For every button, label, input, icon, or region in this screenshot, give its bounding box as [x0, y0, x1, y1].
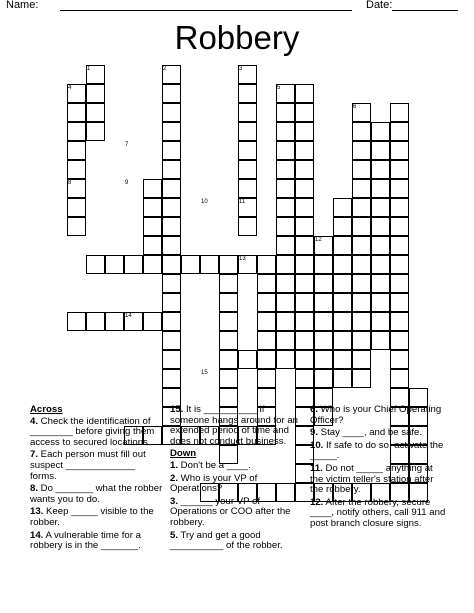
- clue-text: Who is your VP of Operations?: [170, 472, 258, 495]
- crossword-cell[interactable]: [162, 217, 181, 236]
- crossword-cell[interactable]: [143, 217, 162, 236]
- crossword-cell[interactable]: [390, 312, 409, 331]
- clue-text: ______ your VP of Operations or COO after the robbery.: [170, 495, 291, 528]
- crossword-cell[interactable]: [86, 103, 105, 122]
- clue-item: [170, 497, 304, 529]
- clue-number-label: 12.: [310, 496, 324, 508]
- crossword-cell[interactable]: [257, 312, 276, 331]
- crossword-cell[interactable]: [276, 255, 295, 274]
- crossword-cell[interactable]: [86, 312, 105, 331]
- crossword-cell[interactable]: [390, 217, 409, 236]
- crossword-cell[interactable]: [333, 198, 352, 217]
- crossword-cell[interactable]: [143, 236, 162, 255]
- crossword-cell[interactable]: [162, 350, 181, 369]
- crossword-cell[interactable]: [67, 141, 86, 160]
- clues-column-3: [310, 405, 446, 532]
- crossword-cell[interactable]: [67, 217, 86, 236]
- clue-number-label: 11.: [310, 462, 323, 474]
- clue-item: [310, 464, 446, 496]
- crossword-cell[interactable]: [257, 255, 276, 274]
- crossword-cell[interactable]: [371, 198, 390, 217]
- crossword-cell[interactable]: [314, 369, 333, 388]
- name-label: Name:: [6, 0, 39, 11]
- crossword-cell[interactable]: [333, 293, 352, 312]
- crossword-cell[interactable]: [333, 350, 352, 369]
- clue-text: Do _______ what the robber wants you to do.: [30, 483, 163, 505]
- crossword-cell[interactable]: [219, 255, 238, 274]
- date-label: Date:: [366, 0, 393, 11]
- crossword-cell[interactable]: [371, 217, 390, 236]
- clue-item: [170, 531, 304, 552]
- crossword-cell[interactable]: [352, 350, 371, 369]
- crossword-cell[interactable]: [390, 293, 409, 312]
- crossword-cell[interactable]: [295, 274, 314, 293]
- crossword-cell[interactable]: [390, 103, 409, 122]
- crossword-cell[interactable]: [390, 236, 409, 255]
- crossword-cell[interactable]: [352, 369, 371, 388]
- crossword-cell[interactable]: [105, 255, 124, 274]
- crossword-cell[interactable]: [352, 179, 371, 198]
- crossword-cell[interactable]: [162, 293, 181, 312]
- crossword-cell[interactable]: [314, 255, 333, 274]
- clues-column-1: [30, 405, 164, 554]
- clue-number-label: 6.: [310, 404, 319, 415]
- crossword-cell[interactable]: [295, 217, 314, 236]
- clue-text: Stay ____, and be safe.: [318, 427, 423, 439]
- crossword-cell[interactable]: [333, 369, 352, 388]
- clue-item: [310, 441, 446, 462]
- clue-text: Don't be a ____.: [178, 459, 251, 471]
- crossword-cell[interactable]: [314, 350, 333, 369]
- crossword-cell[interactable]: [371, 122, 390, 141]
- clue-number-label: 13.: [30, 506, 44, 518]
- crossword-cell[interactable]: [181, 255, 200, 274]
- clue-number: 12: [315, 237, 322, 243]
- crossword-cell[interactable]: [219, 274, 238, 293]
- crossword-cell[interactable]: [257, 369, 276, 388]
- crossword-cell[interactable]: [371, 160, 390, 179]
- crossword-cell[interactable]: [390, 331, 409, 350]
- crossword-cell[interactable]: [333, 274, 352, 293]
- clue-number: 1: [87, 66, 91, 72]
- crossword-cell[interactable]: [352, 141, 371, 160]
- clue-number-label: 9.: [310, 427, 319, 439]
- crossword-cell[interactable]: [333, 312, 352, 331]
- crossword-cell[interactable]: [352, 198, 371, 217]
- clue-number-label: 10.: [310, 439, 324, 451]
- crossword-cell[interactable]: [162, 369, 181, 388]
- crossword-cell[interactable]: [257, 274, 276, 293]
- crossword-cell[interactable]: [219, 369, 238, 388]
- clue-number: 10: [201, 199, 208, 205]
- clue-number: 13: [239, 256, 246, 262]
- crossword-cell[interactable]: [390, 255, 409, 274]
- crossword-cell[interactable]: [295, 293, 314, 312]
- crossword-cell[interactable]: [352, 122, 371, 141]
- crossword-cell[interactable]: [276, 160, 295, 179]
- clue-number-label: 7.: [30, 449, 39, 461]
- crossword-cell[interactable]: [295, 103, 314, 122]
- crossword-cell[interactable]: [314, 274, 333, 293]
- crossword-cell[interactable]: [257, 293, 276, 312]
- puzzle-title: Robbery: [174, 19, 300, 56]
- crossword-cell[interactable]: [86, 255, 105, 274]
- crossword-cell[interactable]: [162, 331, 181, 350]
- crossword-cell[interactable]: [124, 255, 143, 274]
- crossword-cell[interactable]: [219, 312, 238, 331]
- clue-text: Try and get a good __________ of the robber.: [170, 529, 283, 552]
- clue-number: 4: [68, 85, 72, 91]
- clue-text: Do not _____ anything at the victim teller's station after the robbery.: [310, 462, 434, 496]
- clue-text: After the robbery, secure ____, notify others, call 911 and post branch closure signs.: [310, 496, 446, 529]
- crossword-cell[interactable]: [371, 312, 390, 331]
- crossword-cell[interactable]: [238, 122, 257, 141]
- crossword-cell[interactable]: [390, 350, 409, 369]
- clue-number-label: 3.: [170, 495, 179, 507]
- crossword-cell[interactable]: [219, 331, 238, 350]
- crossword-cell[interactable]: [143, 179, 162, 198]
- down-clue-list-cont: [310, 405, 446, 530]
- crossword-cell[interactable]: [352, 236, 371, 255]
- crossword-cell[interactable]: [352, 274, 371, 293]
- crossword-cell[interactable]: [352, 255, 371, 274]
- crossword-cell[interactable]: [276, 179, 295, 198]
- clue-item: [30, 531, 164, 552]
- clue-number-label: 2.: [170, 472, 179, 484]
- clue-number-label: 5.: [170, 529, 179, 541]
- clue-number: 8: [68, 180, 72, 186]
- crossword-cell[interactable]: [162, 236, 181, 255]
- crossword-cell[interactable]: [67, 103, 86, 122]
- crossword-cell[interactable]: [314, 312, 333, 331]
- crossword-cell[interactable]: [162, 122, 181, 141]
- clue-number: 9: [125, 180, 129, 186]
- clue-text: Keep _____ visible to the robber.: [30, 506, 154, 528]
- crossword-cell[interactable]: [276, 331, 295, 350]
- crossword-cell[interactable]: [295, 179, 314, 198]
- crossword-cell[interactable]: [333, 255, 352, 274]
- clue-item: [30, 507, 164, 528]
- crossword-cell[interactable]: [276, 198, 295, 217]
- crossword-cell[interactable]: [295, 236, 314, 255]
- clue-item: [170, 405, 304, 447]
- crossword-cell[interactable]: [219, 293, 238, 312]
- crossword-cell[interactable]: [105, 312, 124, 331]
- crossword-cell[interactable]: [162, 274, 181, 293]
- clue-text: Check the identification of ________ before giving them access to secured locations.: [30, 415, 155, 448]
- crossword-cell[interactable]: [143, 312, 162, 331]
- crossword-cell[interactable]: [162, 179, 181, 198]
- crossword-cell[interactable]: [86, 84, 105, 103]
- clue-item: [30, 484, 164, 505]
- clue-number-label: 15.: [170, 404, 184, 415]
- crossword-cell[interactable]: [371, 293, 390, 312]
- crossword-cell[interactable]: [352, 331, 371, 350]
- crossword-cell[interactable]: [352, 312, 371, 331]
- crossword-cell[interactable]: [276, 312, 295, 331]
- crossword-cell[interactable]: [352, 293, 371, 312]
- clue-number: 6: [353, 104, 357, 110]
- clue-number: 3: [239, 66, 243, 72]
- crossword-cell[interactable]: [295, 122, 314, 141]
- crossword-cell[interactable]: [276, 141, 295, 160]
- crossword-cell[interactable]: [371, 274, 390, 293]
- crossword-cell[interactable]: [295, 160, 314, 179]
- crossword-cell[interactable]: [238, 350, 257, 369]
- clue-item: [170, 461, 304, 472]
- crossword-cell[interactable]: [390, 122, 409, 141]
- clue-text: If safe to do so, activate the _____.: [310, 439, 444, 462]
- crossword-cell[interactable]: [390, 369, 409, 388]
- crossword-cell[interactable]: [390, 274, 409, 293]
- clue-item: [310, 405, 446, 426]
- crossword-cell[interactable]: [276, 103, 295, 122]
- clue-number: 14: [125, 313, 132, 319]
- crossword-cell[interactable]: [238, 160, 257, 179]
- clue-number-label: 14.: [30, 529, 44, 541]
- crossword-cell[interactable]: [257, 331, 276, 350]
- crossword-cell[interactable]: [314, 293, 333, 312]
- clue-item: [310, 428, 446, 439]
- crossword-cell[interactable]: [162, 312, 181, 331]
- crossword-cell[interactable]: [295, 369, 314, 388]
- crossword-cell[interactable]: [143, 255, 162, 274]
- across-heading: Across: [30, 404, 63, 415]
- crossword-cell[interactable]: [276, 293, 295, 312]
- clue-number: 11: [239, 199, 246, 205]
- clue-item: [310, 498, 446, 530]
- clue-number: 15: [201, 370, 208, 376]
- crossword-cell[interactable]: [371, 179, 390, 198]
- crossword-cell[interactable]: [162, 84, 181, 103]
- crossword-cell[interactable]: [238, 141, 257, 160]
- crossword-cell[interactable]: [333, 217, 352, 236]
- down-clue-list: [170, 461, 304, 552]
- clue-number: 5: [277, 85, 281, 91]
- crossword-cell[interactable]: [390, 160, 409, 179]
- crossword-cell[interactable]: [238, 179, 257, 198]
- down-heading: Down: [170, 448, 197, 460]
- clue-text: Who is your Chief Operating Officer?: [310, 404, 442, 426]
- crossword-cell[interactable]: [67, 122, 86, 141]
- clue-number: 7: [125, 142, 129, 148]
- crossword-cell[interactable]: [67, 160, 86, 179]
- crossword-cell[interactable]: [162, 255, 181, 274]
- crossword-cell[interactable]: [371, 255, 390, 274]
- crossword-cell[interactable]: [333, 236, 352, 255]
- clue-text: Each person must fill out suspect _____________ forms.: [30, 449, 146, 482]
- clues-column-2: [170, 405, 304, 554]
- clue-text: It is __________ if someone hangs around for an extended period of time and does not conduct business.: [170, 404, 299, 447]
- crossword-cell[interactable]: [238, 103, 257, 122]
- crossword-cell[interactable]: [162, 198, 181, 217]
- crossword-cell[interactable]: [295, 350, 314, 369]
- crossword-cell[interactable]: [295, 141, 314, 160]
- crossword-cell[interactable]: [295, 312, 314, 331]
- clues-section: [0, 405, 474, 605]
- crossword-cell[interactable]: [390, 141, 409, 160]
- crossword-cell[interactable]: [295, 198, 314, 217]
- crossword-cell[interactable]: [162, 160, 181, 179]
- clue-text: A vulnerable time for a robbery is in the _______.: [30, 529, 141, 552]
- crossword-cell[interactable]: [276, 236, 295, 255]
- crossword-cell[interactable]: [238, 84, 257, 103]
- crossword-cell[interactable]: [67, 312, 86, 331]
- clue-item: [170, 474, 304, 495]
- crossword-cell[interactable]: [276, 274, 295, 293]
- crossword-cell[interactable]: [390, 179, 409, 198]
- crossword-cell[interactable]: [295, 255, 314, 274]
- clue-item: [30, 417, 164, 449]
- crossword-cell[interactable]: [276, 122, 295, 141]
- crossword-cell[interactable]: [352, 217, 371, 236]
- across-clue-list-cont: [170, 405, 304, 447]
- crossword-cell[interactable]: [257, 350, 276, 369]
- crossword-cell[interactable]: [162, 103, 181, 122]
- crossword-cell[interactable]: [371, 236, 390, 255]
- crossword-cell[interactable]: [238, 217, 257, 236]
- crossword-cell[interactable]: [314, 331, 333, 350]
- crossword-cell[interactable]: [390, 198, 409, 217]
- crossword-cell[interactable]: [371, 331, 390, 350]
- crossword-cell[interactable]: [352, 160, 371, 179]
- across-clue-list: [30, 417, 164, 552]
- crossword-cell[interactable]: [276, 217, 295, 236]
- clue-item: [30, 450, 164, 482]
- crossword-cell[interactable]: [219, 350, 238, 369]
- clue-number-label: 1.: [170, 459, 179, 471]
- crossword-cell[interactable]: [276, 350, 295, 369]
- clue-number-label: 4.: [30, 415, 39, 427]
- crossword-cell[interactable]: [162, 141, 181, 160]
- crossword-cell[interactable]: [371, 141, 390, 160]
- crossword-cell[interactable]: [67, 198, 86, 217]
- crossword-cell[interactable]: [86, 122, 105, 141]
- clue-number: 2: [163, 66, 167, 72]
- clue-number-label: 8.: [30, 483, 39, 495]
- crossword-cell[interactable]: [333, 331, 352, 350]
- crossword-cell[interactable]: [143, 198, 162, 217]
- crossword-cell[interactable]: [295, 331, 314, 350]
- crossword-cell[interactable]: [200, 255, 219, 274]
- crossword-cell[interactable]: [295, 84, 314, 103]
